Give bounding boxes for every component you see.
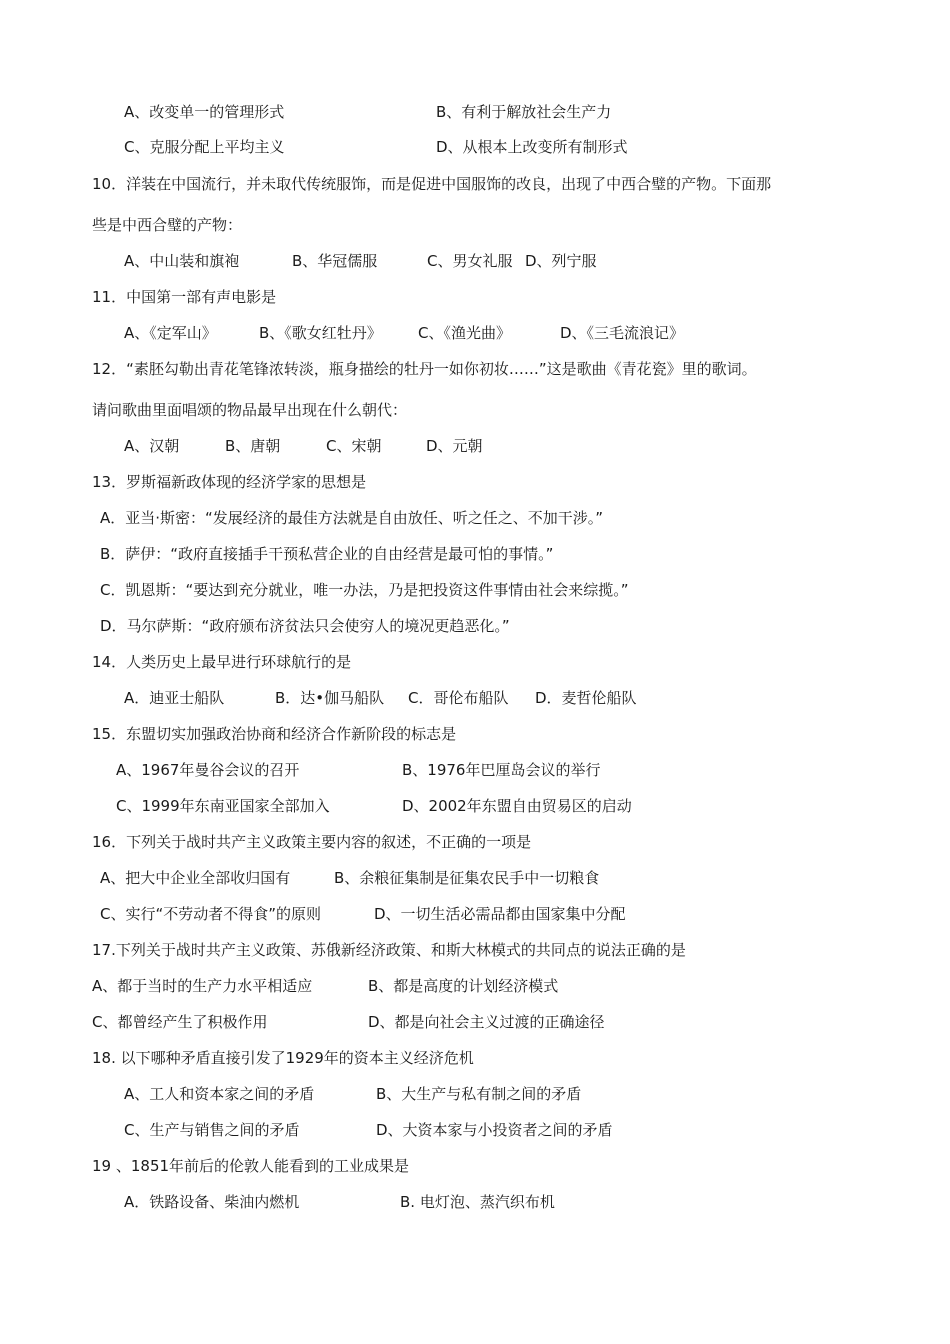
q15-option-d: D、2002年东盟自由贸易区的启动 bbox=[402, 797, 632, 815]
q18-option-a: A、工人和资本家之间的矛盾 bbox=[124, 1085, 315, 1103]
q19-option-b: B. 电灯泡、蒸汽织布机 bbox=[400, 1193, 555, 1211]
q16-option-d: D、一切生活必需品都由国家集中分配 bbox=[374, 905, 626, 923]
q12-stem-line2: 请问歌曲里面唱颂的物品最早出现在什么朝代： bbox=[92, 401, 408, 419]
q16-option-a: A、把大中企业全部收归国有 bbox=[100, 869, 291, 887]
q9-option-d: D、从根本上改变所有制形式 bbox=[436, 138, 628, 156]
q15-option-c: C、1999年东南亚国家全部加入 bbox=[116, 797, 330, 815]
q10-stem-line2: 些是中西合璧的产物： bbox=[92, 216, 243, 234]
q11-option-c: C、《渔光曲》 bbox=[418, 324, 511, 342]
q10-option-c: C、男女礼服 bbox=[427, 252, 513, 270]
q14-option-a: A．迪亚士船队 bbox=[124, 689, 225, 707]
q9-option-c: C、克服分配上平均主义 bbox=[124, 138, 285, 156]
q12-option-a: A、汉朝 bbox=[124, 437, 180, 455]
q14-option-d: D．麦哲伦船队 bbox=[535, 689, 637, 707]
q9-option-b: B、有利于解放社会生产力 bbox=[436, 103, 612, 121]
q10-option-d: D、列宁服 bbox=[525, 252, 597, 270]
q10-option-b: B、华冠儒服 bbox=[292, 252, 378, 270]
q17-option-b: B、都是高度的计划经济模式 bbox=[368, 977, 559, 995]
q15-option-a: A、1967年曼谷会议的召开 bbox=[116, 761, 300, 779]
q18-option-c: C、生产与销售之间的矛盾 bbox=[124, 1121, 300, 1139]
q17-stem: 17.下列关于战时共产主义政策、苏俄新经济政策、和斯大林模式的共同点的说法正确的是 bbox=[92, 941, 686, 959]
q13-option-c: C．凯恩斯：“要达到充分就业，唯一办法，乃是把投资这件事情由社会来综揽。” bbox=[100, 581, 629, 599]
q19-option-a: A．铁路设备、柴油内燃机 bbox=[124, 1193, 300, 1211]
q18-option-b: B、大生产与私有制之间的矛盾 bbox=[376, 1085, 582, 1103]
q16-option-c: C、实行“不劳动者不得食”的原则 bbox=[100, 905, 322, 923]
q12-option-d: D、元朝 bbox=[426, 437, 483, 455]
q9-option-a: A、改变单一的管理形式 bbox=[124, 103, 285, 121]
q12-option-c: C、宋朝 bbox=[326, 437, 382, 455]
q14-option-b: B．达•伽马船队 bbox=[275, 689, 385, 707]
q10-option-a: A、中山装和旗袍 bbox=[124, 252, 240, 270]
q17-option-d: D、都是向社会主义过渡的正确途径 bbox=[368, 1013, 605, 1031]
q11-option-d: D、《三毛流浪记》 bbox=[560, 324, 685, 342]
q14-option-c: C．哥伦布船队 bbox=[408, 689, 509, 707]
q15-option-b: B、1976年巴厘岛会议的举行 bbox=[402, 761, 601, 779]
q11-option-b: B、《歌女红牡丹》 bbox=[259, 324, 382, 342]
q18-option-d: D、大资本家与小投资者之间的矛盾 bbox=[376, 1121, 613, 1139]
q16-option-b: B、余粮征集制是征集农民手中一切粮食 bbox=[334, 869, 600, 887]
q19-stem: 19 、1851年前后的伦敦人能看到的工业成果是 bbox=[92, 1157, 410, 1175]
q13-option-a: A．亚当·斯密：“发展经济的最佳方法就是自由放任、听之任之、不加干涉。” bbox=[100, 509, 604, 527]
q16-stem: 16．下列关于战时共产主义政策主要内容的叙述，不正确的一项是 bbox=[92, 833, 532, 851]
q10-stem-line1: 10．洋装在中国流行，并未取代传统服饰，而是促进中国服饰的改良，出现了中西合璧的产物。下面那 bbox=[92, 175, 772, 193]
q11-option-a: A、《定军山》 bbox=[124, 324, 217, 342]
q13-option-b: B．萨伊：“政府直接插手干预私营企业的自由经营是最可怕的事情。” bbox=[100, 545, 554, 563]
q17-option-c: C、都曾经产生了积极作用 bbox=[92, 1013, 268, 1031]
q14-stem: 14．人类历史上最早进行环球航行的是 bbox=[92, 653, 352, 671]
q13-stem: 13．罗斯福新政体现的经济学家的思想是 bbox=[92, 473, 367, 491]
q17-option-a: A、都于当时的生产力水平相适应 bbox=[92, 977, 313, 995]
q11-stem: 11．中国第一部有声电影是 bbox=[92, 288, 277, 306]
q12-option-b: B、唐朝 bbox=[225, 437, 281, 455]
q12-stem-line1: 12．“素胚勾勒出青花笔锋浓转淡，瓶身描绘的牡丹一如你初妆……”这是歌曲《青花瓷》里的歌词。 bbox=[92, 360, 757, 378]
q13-option-d: D．马尔萨斯：“政府颁布济贫法只会使穷人的境况更趋恶化。” bbox=[100, 617, 510, 635]
q18-stem: 18. 以下哪种矛盾直接引发了1929年的资本主义经济危机 bbox=[92, 1049, 474, 1067]
q15-stem: 15．东盟切实加强政治协商和经济合作新阶段的标志是 bbox=[92, 725, 457, 743]
